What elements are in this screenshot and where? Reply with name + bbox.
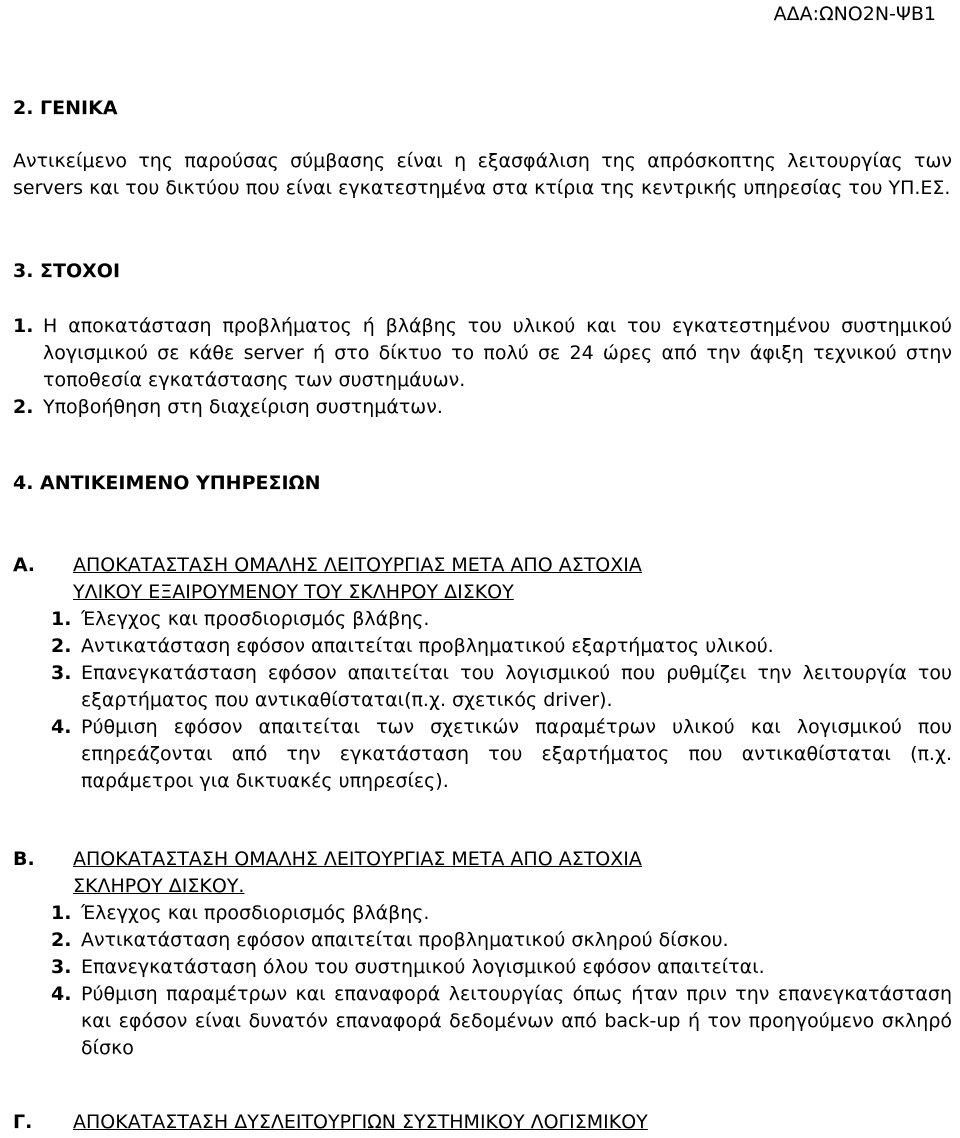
list-item: [13, 394, 952, 421]
section-general-paragraph: Αντικείμενο της παρούσας σύμβασης είναι η εξασφάλιση της απρόσκοπτης λειτουργίας των servers και του δικτύου που είναι εγκατεστημένα στα κτίρια της κεντρικής υπηρεσίας του ΥΠ.ΕΣ.: [13, 150, 952, 199]
list-item-number: 3.: [51, 956, 72, 978]
list-item: [51, 900, 952, 927]
list-item-text: Η αποκατάσταση προβλήματος ή βλάβης του υλικού και του εγκατεστημένου συστημικού λογισμικού σε κάθε server ή στο δίκτυο το πολύ σε 24 ώρες από την άφιξη τεχνικού στην τοποθεσία εγκατάστασης των συστημάυων.: [43, 315, 952, 391]
section-general: [13, 95, 952, 122]
list-item-text: Υποβοήθηση στη διαχείριση συστημάτων.: [43, 396, 443, 418]
subsection-a-title-line2: ΥΛΙΚΟΥ ΕΞΑΙΡΟΥΜΕΝΟΥ ΤΟΥ ΣΚΛΗΡΟΥ ΔΙΣΚΟΥ: [73, 581, 514, 603]
section-goals-title: 3. ΣΤΟΧΟΙ: [13, 260, 121, 282]
list-item: [51, 714, 952, 795]
list-item: [51, 606, 952, 633]
list-item-number: 1.: [13, 315, 34, 337]
goals-list: [13, 313, 952, 421]
list-item: [51, 660, 952, 714]
subsection-c-letter: Γ.: [13, 1111, 33, 1133]
list-item-number: 1.: [51, 608, 72, 630]
list-item: [13, 313, 952, 394]
subsection-c: [13, 1109, 952, 1136]
list-item-text: Επανεγκατάσταση εφόσον απαιτείται του λογισμικού που ρυθμίζει την λειτουργία του εξαρτήματος που αντικαθίσταται(π.χ. σχετικός driver).: [81, 662, 952, 711]
list-item-text: Ρύθμιση παραμέτρων και επαναφορά λειτουργίας όπως ήταν πριν την επανεγκατάσταση και εφόσον είναι δυνατόν επαναφορά δεδομένων από back-up ή τον προηγούμενο σκληρό δίσκο: [81, 983, 952, 1059]
list-item: [51, 954, 952, 981]
subsection-c-title-line1: ΑΠΟΚΑΤΑΣΤΑΣΗ ΔΥΣΛΕΙΤΟΥΡΓΙΩΝ ΣΥΣΤΗΜΙΚΟΥ ΛΟΓΙΣΜΙΚΟΥ: [73, 1111, 648, 1133]
list-item-text: Αντικατάσταση εφόσον απαιτείται προβληματικού σκληρού δίσκου.: [81, 929, 729, 951]
list-item-text: Αντικατάσταση εφόσον απαιτείται προβληματικού εξαρτήματος υλικού.: [81, 635, 774, 657]
list-item: [51, 981, 952, 1062]
list-item: [51, 927, 952, 954]
subsection-a-list: [0, 606, 952, 795]
section-services: [13, 470, 952, 497]
list-item-number: 2.: [51, 929, 72, 951]
subsection-b-list: [0, 900, 952, 1062]
subsection-a-title-line1: ΑΠΟΚΑΤΑΣΤΑΣΗ ΟΜΑΛΗΣ ΛΕΙΤΟΥΡΓΙΑΣ ΜΕΤΑ ΑΠΟ ΑΣΤΟΧΙΑ: [73, 554, 642, 576]
subsection-b-letter: Β.: [13, 848, 35, 870]
subsection-a: [13, 552, 952, 795]
list-item-number: 2.: [13, 396, 34, 418]
section-general-title: 2. ΓΕΝΙΚΑ: [13, 97, 118, 119]
list-item-text: Επανεγκατάσταση όλου του συστημικού λογισμικού εφόσον απαιτείται.: [81, 956, 765, 978]
list-item-text: Έλεγχος και προσδιορισμός βλάβης.: [81, 608, 430, 630]
subsection-a-letter: Α.: [13, 554, 35, 576]
section-goals: [13, 258, 952, 285]
list-item-number: 4.: [51, 983, 72, 1005]
section-services-title: 4. ΑΝΤΙΚΕΙΜΕΝΟ ΥΠΗΡΕΣΙΩΝ: [13, 472, 321, 494]
ada-code: ΑΔΑ:ΩΝΟ2Ν-ΨΒ1: [773, 3, 936, 25]
list-item-number: 2.: [51, 635, 72, 657]
list-item-number: 4.: [51, 716, 72, 738]
subsection-b: [13, 846, 952, 1062]
list-item-number: 1.: [51, 902, 72, 924]
list-item-text: Ρύθμιση εφόσον απαιτείται των σχετικών παραμέτρων υλικού και λογισμικού που επηρεάζονται από την εγκατάσταση του εξαρτήματος που αντικαθίσταται (π.χ. παράμετροι για δικτυακές υπηρεσίες).: [81, 716, 952, 792]
list-item-text: Έλεγχος και προσδιορισμός βλάβης.: [81, 902, 430, 924]
subsection-b-title-line2: ΣΚΛΗΡΟΥ ΔΙΣΚΟΥ.: [73, 875, 245, 897]
subsection-b-title-line1: ΑΠΟΚΑΤΑΣΤΑΣΗ ΟΜΑΛΗΣ ΛΕΙΤΟΥΡΓΙΑΣ ΜΕΤΑ ΑΠΟ ΑΣΤΟΧΙΑ: [73, 848, 642, 870]
list-item: [51, 633, 952, 660]
list-item-number: 3.: [51, 662, 72, 684]
